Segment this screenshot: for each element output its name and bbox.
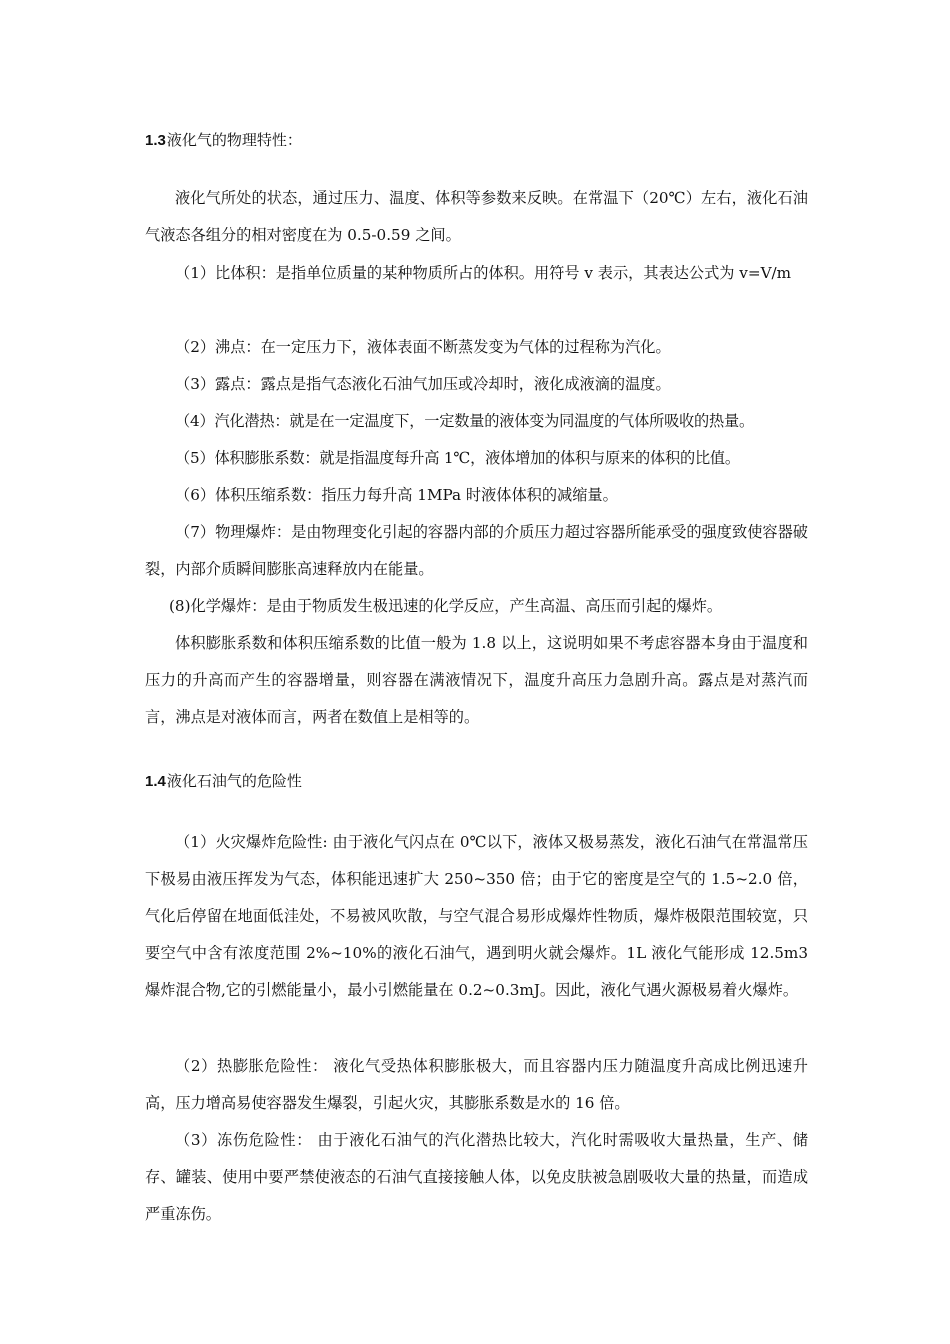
paragraph-chemical-explosion: (8)化学爆炸：是由于物质发生极迅速的化学反应，产生高温、高压而引起的爆炸。	[169, 597, 723, 615]
paragraph-thermal-expansion-hazard: （2）热膨胀危险性： 液化气受热体积膨胀极大，而且容器内压力随温度升高成比例迅速升高，压力增高易使容器发生爆裂，引起火灾，其膨胀系数是水的 16 倍。	[145, 1057, 808, 1112]
paragraph-specific-volume: （1）比体积：是指单位质量的某种物质所占的体积。用符号 v 表示，其表达公式为 v=V/m	[175, 264, 792, 282]
paragraph-state-intro: 液化气所处的状态，通过压力、温度、体积等参数来反映。在常温下（20℃）左右，液化石油气液态各组分的相对密度在为 0.5-0.59 之间。	[145, 189, 808, 244]
paragraph-ratio-summary: 体积膨胀系数和体积压缩系数的比值一般为 1.8 以上，这说明如果不考虑容器本身由于温度和压力的升高而产生的容器增量，则容器在满液情况下，温度升高压力急剧升高。露点是对蒸汽而言，沸点是对液体而言，两者在数值上是相等的。	[145, 634, 808, 726]
paragraph-physical-explosion: （7）物理爆炸：是由物理变化引起的容器内部的介质压力超过容器所能承受的强度致使容器破裂，内部介质瞬间膨胀高速释放内在能量。	[145, 523, 808, 578]
section-heading-1-4	[145, 771, 302, 792]
section-number: 1.3	[145, 132, 166, 149]
paragraph-boiling-point: （2）沸点：在一定压力下，液体表面不断蒸发变为气体的过程称为汽化。	[175, 338, 671, 356]
section-number: 1.4	[145, 773, 166, 790]
section-heading-1-3	[145, 130, 302, 151]
section-title: 液化气的物理特性：	[166, 131, 302, 149]
paragraph-dew-point: （3）露点：露点是指气态液化石油气加压或冷却时，液化成液滴的温度。	[175, 375, 671, 393]
paragraph-expansion-coefficient: （5）体积膨胀系数：就是指温度每升高 1℃，液体增加的体积与原来的体积的比值。	[175, 449, 740, 467]
paragraph-frostbite-hazard: （3）冻伤危险性： 由于液化石油气的汽化潜热比较大，汽化时需吸收大量热量，生产、储存、罐装、使用中要严禁使液态的石油气直接接触人体，以免皮肤被急剧吸收大量的热量，而造成严重冻伤。	[145, 1131, 808, 1223]
paragraph-compression-coefficient: （6）体积压缩系数：指压力每升高 1MPa 时液体体积的减缩量。	[175, 486, 618, 504]
paragraph-fire-explosion-hazard: （1）火灾爆炸危险性: 由于液化气闪点在 0℃以下，液体又极易蒸发，液化石油气在常温常压下极易由液压挥发为气态，体积能迅速扩大 250~350 倍；由于它的密度是空气的 1.5~2.0 倍，气化后停留在地面低洼处，不易被风吹散，与空气混合易形成爆炸性物质，爆炸极限范围较宽，只要空气中含有浓度范围 2%~10%的液化石油气，遇到明火就会爆炸。1L 液化气能形成 12.5m3 爆炸混合物,它的引燃能量小，最小引燃能量在 0.2~0.3mJ。因此，液化气遇火源极易着火爆炸。	[145, 833, 808, 999]
section-title: 液化石油气的危险性	[166, 772, 302, 790]
paragraph-latent-heat: （4）汽化潜热：就是在一定温度下，一定数量的液体变为同温度的气体所吸收的热量。	[175, 412, 754, 430]
